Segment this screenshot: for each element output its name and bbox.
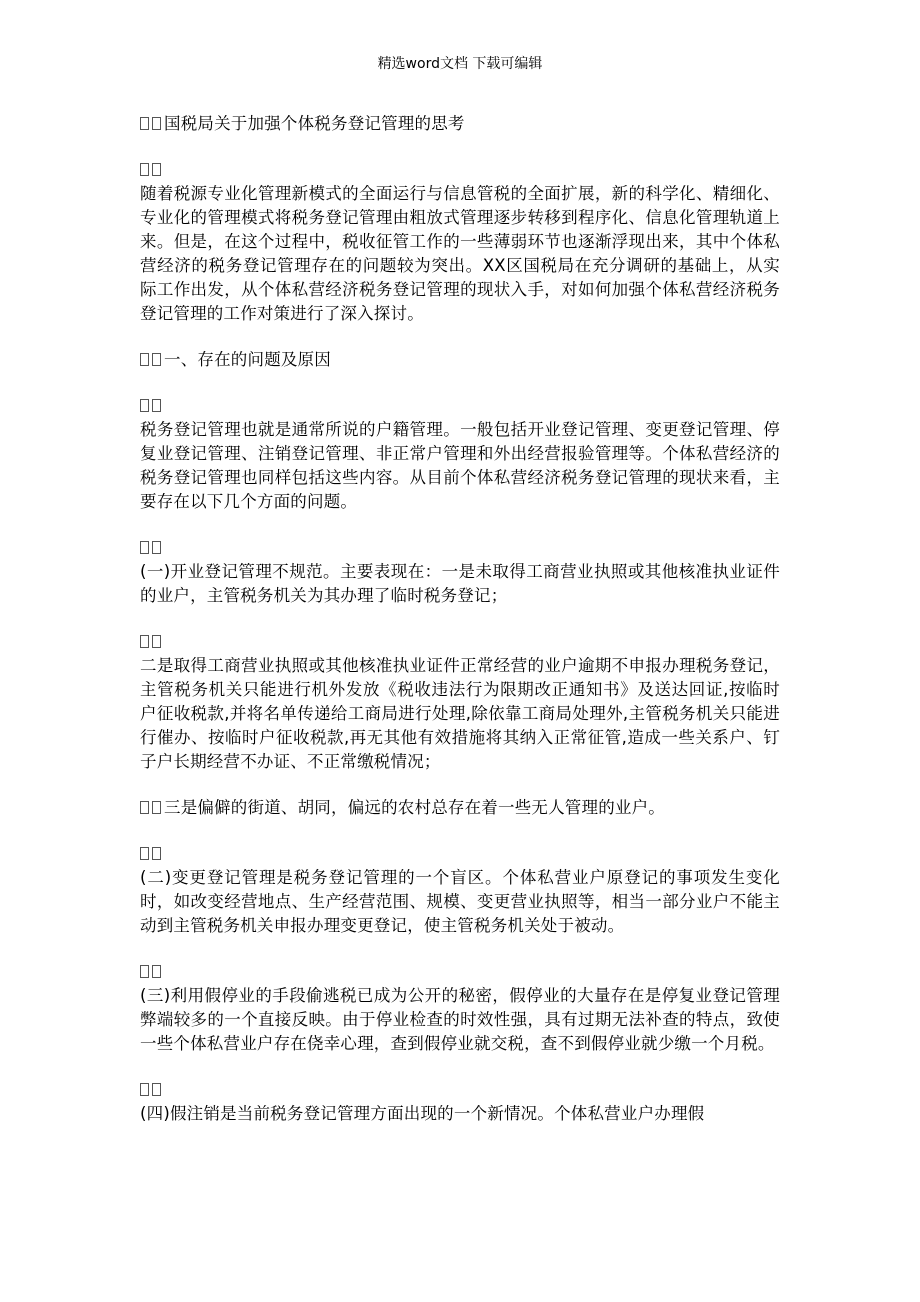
placeholder-box-icon [152, 541, 161, 554]
issue-two-section [140, 842, 780, 938]
paragraph: 二是取得工商营业执照或其他核准执业证件正常经营的业户逾期不申报办理税务登记，主管税务机关只能进行机外发放《税收违法行为限期改正通知书》及送达回证,按临时户征收税款,并将名单传递给工商局进行处理,除依靠工商局处理外,主管税务机关只能进行催办、按临时户征收税款,再无其他有效措施将其纳入正常征管,造成一些关系户、钉子户长期经营不办证、不正常缴税情况； [140, 656, 780, 771]
section-heading [140, 348, 780, 372]
placeholder-box-icon [152, 1083, 161, 1096]
paragraph [140, 796, 780, 820]
placeholder-box-icon [140, 163, 149, 176]
placeholder-box-icon [152, 399, 161, 412]
paragraph: (四)假注销是当前税务登记管理方面出现的一个新情况。个体私营业户办理假 [140, 1104, 705, 1123]
issue-four-section [140, 1078, 780, 1126]
registration-section [140, 394, 780, 514]
document-body [140, 112, 780, 1148]
placeholder-box-icon [140, 1083, 149, 1096]
paragraph: 税务登记管理也就是通常所说的户籍管理。一般包括开业登记管理、变更登记管理、停复业登记管理、注销登记管理、非正常户管理和外出经营报验管理等。个体私营经济的税务登记管理也同样包括这些内容。从目前个体私营经济税务登记管理的现状来看，主要存在以下几个方面的问题。 [140, 420, 780, 511]
placeholder-boxes [140, 536, 780, 560]
intro-section [140, 158, 780, 326]
placeholder-box-icon [152, 353, 161, 366]
placeholder-box-icon [140, 801, 149, 814]
placeholder-box-icon [152, 965, 161, 978]
placeholder-box-icon [152, 163, 161, 176]
page-header: 精选word文档 下载可编辑 [377, 56, 543, 72]
paragraph: (一)开业登记管理不规范。主要表现在：一是未取得工商营业执照或其他核准执业证件的业户，主管税务机关为其办理了临时税务登记； [140, 562, 780, 605]
placeholder-boxes [140, 630, 780, 654]
paragraph: (三)利用假停业的手段偷逃税已成为公开的秘密，假停业的大量存在是停复业登记管理弊端较多的一个直接反映。由于停业检查的时效性强，具有过期无法补查的特点，致使一些个体私营业户存在侥幸心理，查到假停业就交税，查不到假停业就少缴一个月税。 [140, 986, 780, 1053]
heading-section [140, 348, 780, 372]
placeholder-boxes [140, 394, 780, 418]
document-title [140, 112, 780, 136]
placeholder-box-icon [152, 635, 161, 648]
section-heading-text: 一、存在的问题及原因 [164, 350, 331, 369]
placeholder-box-icon [140, 353, 149, 366]
placeholder-boxes [140, 1078, 780, 1102]
placeholder-box-icon [140, 635, 149, 648]
placeholder-box-icon [152, 847, 161, 860]
placeholder-boxes [140, 842, 780, 866]
issue-one-section [140, 536, 780, 608]
placeholder-box-icon [140, 117, 149, 130]
placeholder-box-icon [140, 399, 149, 412]
paragraph: (二)变更登记管理是税务登记管理的一个盲区。个体私营业户原登记的事项发生变化时，如改变经营地点、生产经营范围、规模、变更营业执照等，相当一部分业户不能主动到主管税务机关申报办理变更登记，使主管税务机关处于被动。 [140, 868, 780, 935]
placeholder-box-icon [140, 965, 149, 978]
paragraph: 随着税源专业化管理新模式的全面运行与信息管税的全面扩展，新的科学化、精细化、专业化的管理模式将税务登记管理由粗放式管理逐步转移到程序化、信息化管理轨道上来。但是，在这个过程中，税收征管工作的一些薄弱环节也逐渐浮现出来，其中个体私营经济的税务登记管理存在的问题较为突出。XX区国税局在充分调研的基础上，从实际工作出发，从个体私营经济税务登记管理的现状入手，对如何加强个体私营经济税务登记管理的工作对策进行了深入探讨。 [140, 184, 780, 323]
placeholder-box-icon [152, 117, 161, 130]
issue-one-part-two-section [140, 630, 780, 774]
issue-one-part-three-section [140, 796, 780, 820]
placeholder-boxes [140, 158, 780, 182]
placeholder-box-icon [140, 541, 149, 554]
placeholder-box-icon [152, 801, 161, 814]
placeholder-boxes [140, 960, 780, 984]
paragraph-text: 三是偏僻的街道、胡同，偏远的农村总存在着一些无人管理的业户。 [164, 798, 665, 817]
issue-three-section [140, 960, 780, 1056]
placeholder-box-icon [140, 847, 149, 860]
title-text: 国税局关于加强个体税务登记管理的思考 [164, 114, 465, 133]
